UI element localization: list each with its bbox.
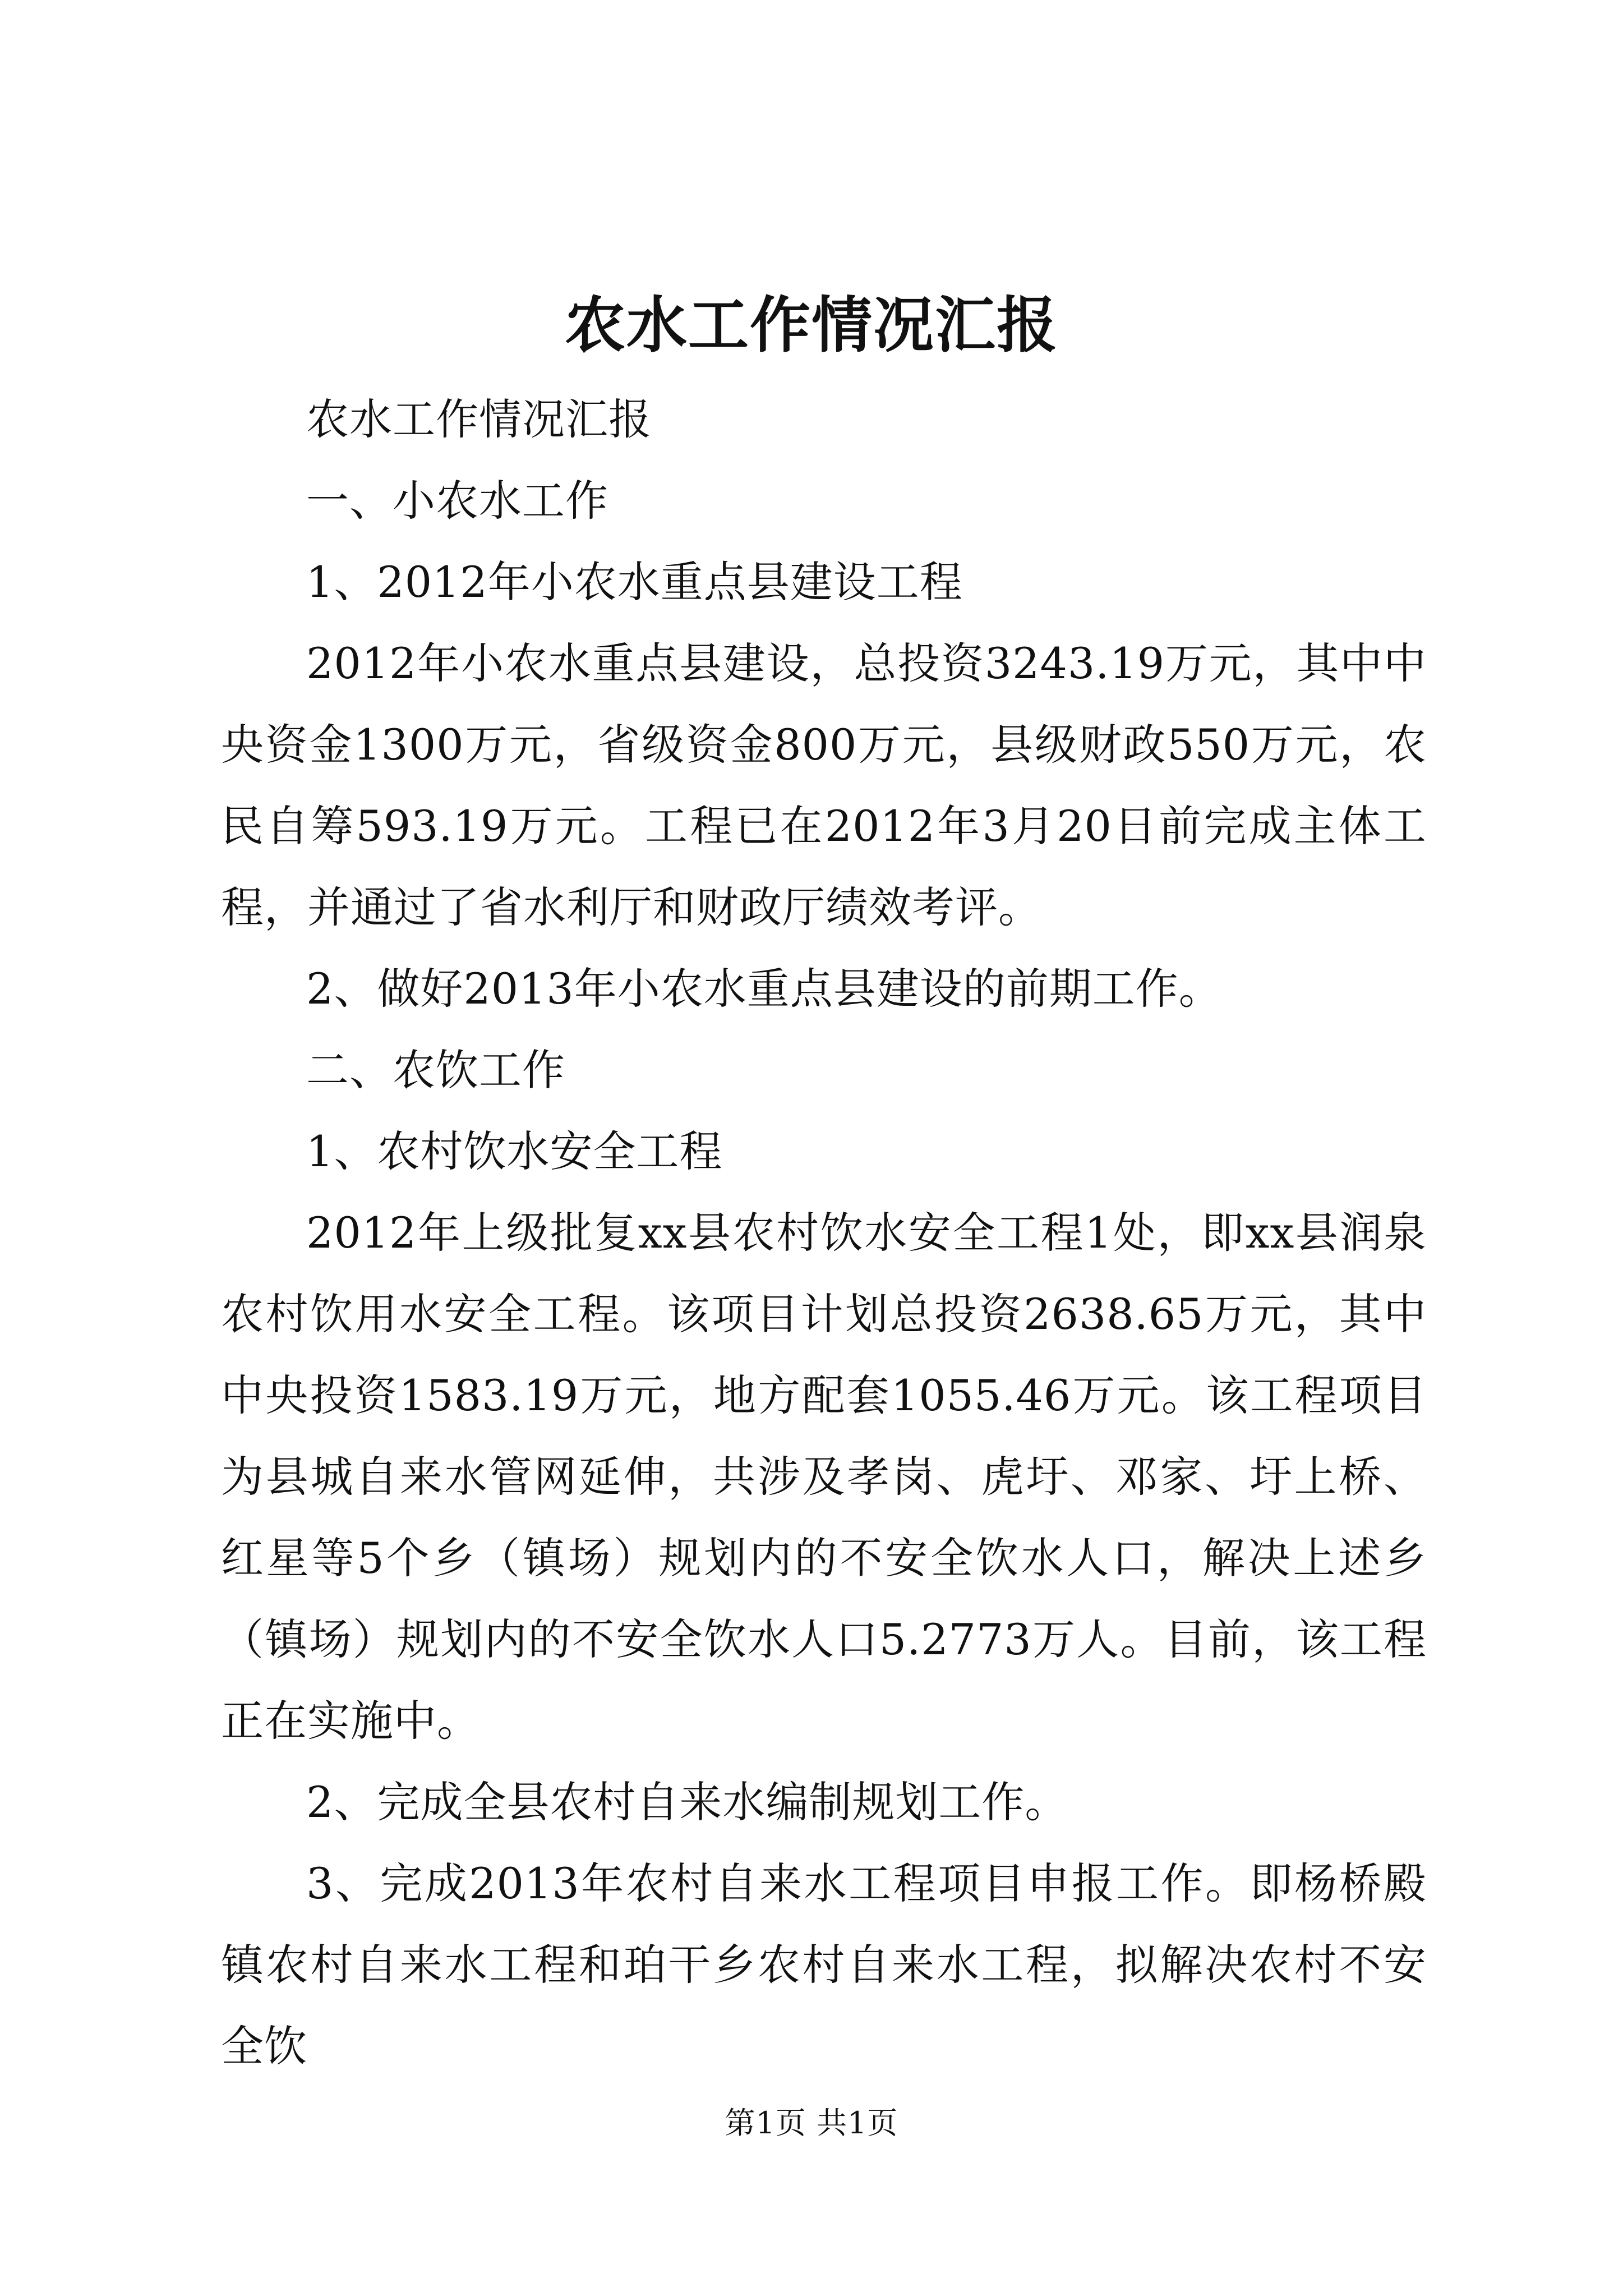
section-heading-drinking-water: 二、农饮工作 [306, 1045, 565, 1095]
paragraph-rural-drinking-project: 2012年上级批复xx县农村饮水安全工程1处，即xx县润泉农村饮用水安全工程。该项目计划总投资2638.65万元，其中中央投资1583.19万元，地方配套1055.46万元。该工程项目为县城自来水管网延伸，共涉及孝岗、虎圩、邓家、圩上桥、红星等5个乡（镇场）规划内的不安全饮水人口，解决上述乡（镇场）规划内的不安全饮水人口5.2773万人。目前，该工程正在实施中。 [221, 1208, 1427, 1746]
subsection-heading-2013-prep: 2、做好2013年小农水重点县建设的前期工作。 [306, 964, 1222, 1014]
subsection-heading-rural-drinking-safety: 1、农村饮水安全工程 [306, 1126, 723, 1176]
paragraph-heading-repeat: 农水工作情况汇报 [306, 394, 652, 444]
subsection-heading-2012-project: 1、2012年小农水重点县建设工程 [306, 557, 963, 607]
document-body [221, 379, 1427, 2087]
subsection-heading-planning-work: 2、完成全县农村自来水编制规划工作。 [306, 1777, 1068, 1827]
page-footer: 第1页 共1页 [725, 2105, 898, 2141]
section-heading-small-water: 一、小农水工作 [306, 476, 608, 526]
paragraph-2013-application: 3、完成2013年农村自来水工程项目申报工作。即杨桥殿镇农村自来水工程和珀干乡农村自来水工程，拟解决农村不安全饮 [221, 1858, 1427, 2071]
document-title: 农水工作情况汇报 [564, 290, 1058, 361]
paragraph-2012-investment: 2012年小农水重点县建设，总投资3243.19万元，其中中央资金1300万元，省级资金800万元，县级财政550万元，农民自筹593.19万元。工程已在2012年3月20日前完成主体工程，并通过了省水利厅和财政厅绩效考评。 [221, 638, 1427, 932]
